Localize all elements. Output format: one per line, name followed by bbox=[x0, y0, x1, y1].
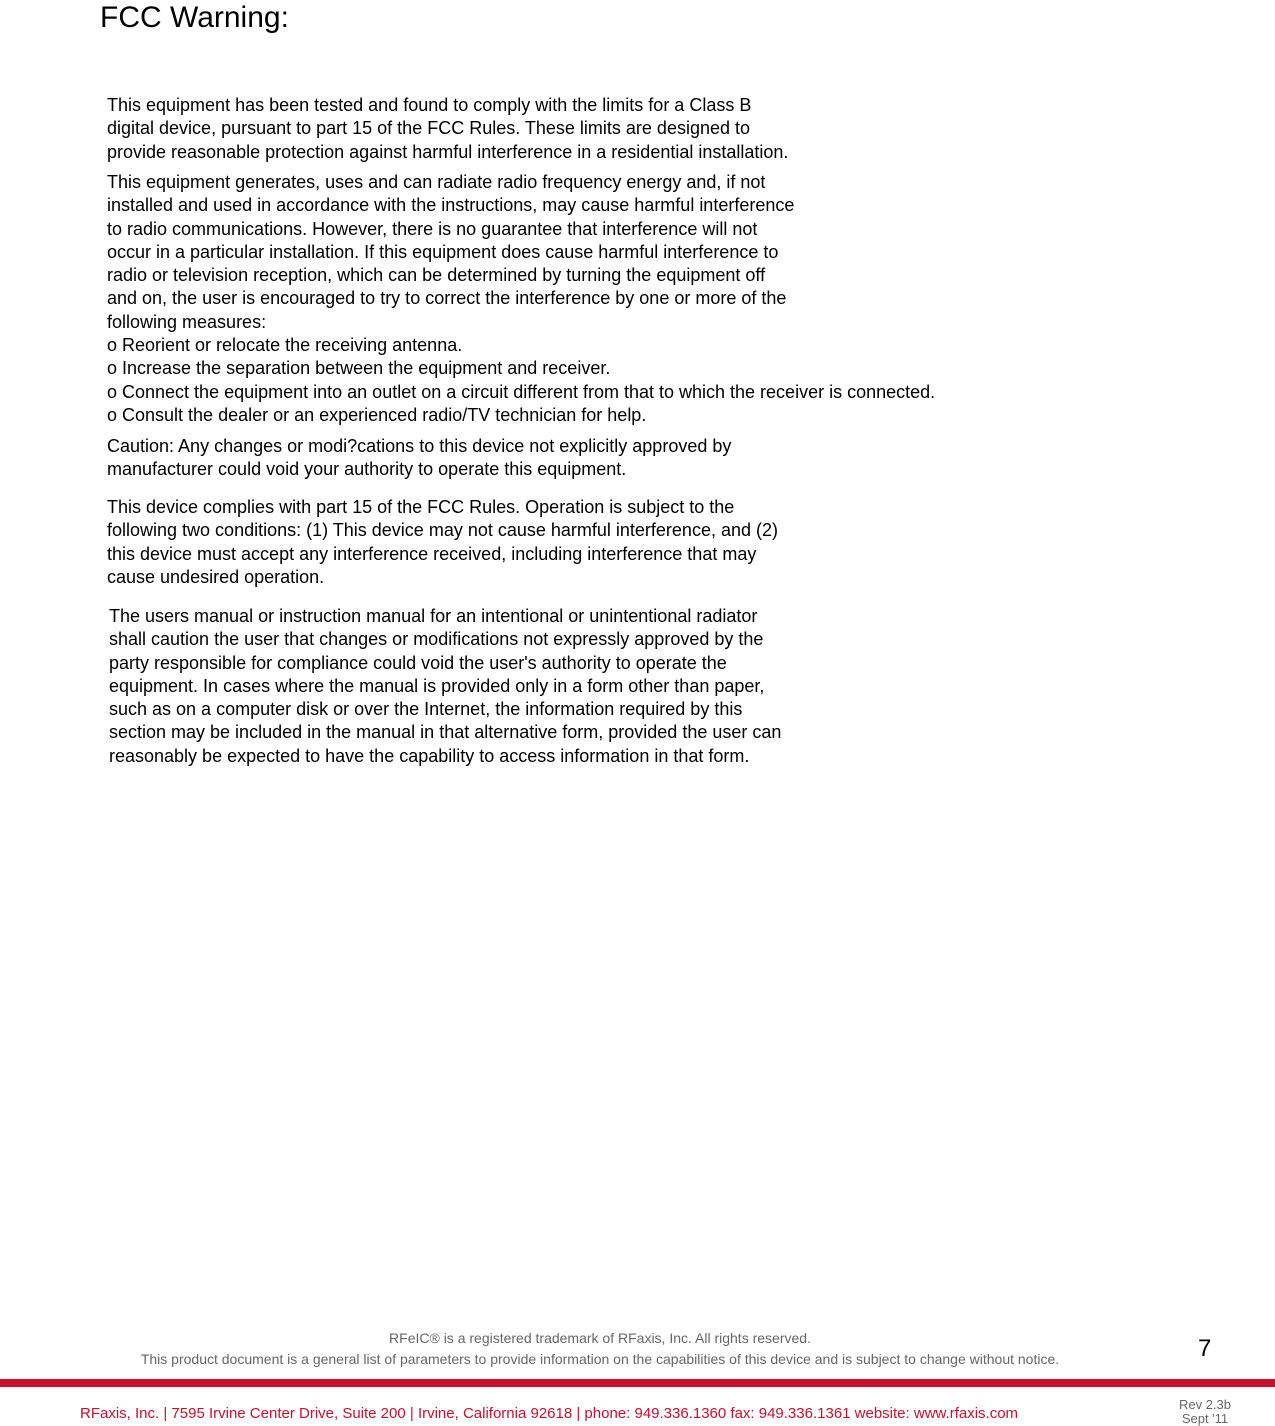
revision-block bbox=[1175, 1398, 1235, 1426]
paragraph-manual-requirements: The users manual or instruction manual for an intentional or unintentional radiator shall caution the user that changes or modifications not expressly approved by the party responsible for compliance could void the user's authority to operate the equipment. In cases where the manual is provided only in a form other than paper, such as on a computer disk or over the Internet, the information required by this section may be included in the manual in that alternative form, provided the user can reasonably be expected to have the capability to access information in that form. bbox=[109, 606, 782, 766]
paragraph-caution: Caution: Any changes or modi?cations to this device not explicitly approved by manufacturer could void your authority to operate this equipment. bbox=[107, 436, 732, 480]
footer-address: RFaxis, Inc. | 7595 Irvine Center Drive, Suite 200 | Irvine, California 92618 | phone: 949.336.1360 fax: 949.336.1361 website: www.rfaxis.com bbox=[80, 1405, 1019, 1422]
page-number: 7 bbox=[1198, 1335, 1212, 1362]
footer-notice: This product document is a general list of parameters to provide information on the capabilities of this device and is subject to change without notice. bbox=[140, 1351, 1060, 1367]
paragraph-interference-measures: This equipment generates, uses and can radiate radio frequency energy and, if not installed and used in accordance with the instructions, may cause harmful interference to radio communications. However, there is no guarantee that interference will not occur in a particular installation. If this equipment does cause harmful interference to radio or television reception, which can be determined by turning the equipment off and on, the user is encouraged to try to correct the interference by one or more of the following measures: o Reorient or relocate the receiving antenna. o Increase the separation between the equipment and receiver. o Connect the equipment into an outlet on a circuit different from that to which the receiver is connected. o Consult the dealer or an experienced radio/TV technician for help. bbox=[107, 172, 936, 425]
footer-trademark: RFeIC® is a registered trademark of RFaxis, Inc. All rights reserved. bbox=[389, 1330, 811, 1346]
revision-label: Rev 2.3b bbox=[1178, 1397, 1232, 1412]
paragraph-part15-conditions: This device complies with part 15 of the FCC Rules. Operation is subject to the following two conditions: (1) This device may not cause harmful interference, and (2) this device must accept any interference received, including interference that may cause undesired operation. bbox=[107, 497, 778, 587]
paragraph-class-b-limits: This equipment has been tested and found to comply with the limits for a Class B digital device, pursuant to part 15 of the FCC Rules. These limits are designed to provide reasonable protection against harmful interference in a residential installation. bbox=[107, 95, 789, 162]
page-title: FCC Warning: bbox=[100, 1, 289, 34]
footer-divider-bar bbox=[0, 1379, 1275, 1387]
revision-date: Sept '11 bbox=[1181, 1411, 1229, 1426]
